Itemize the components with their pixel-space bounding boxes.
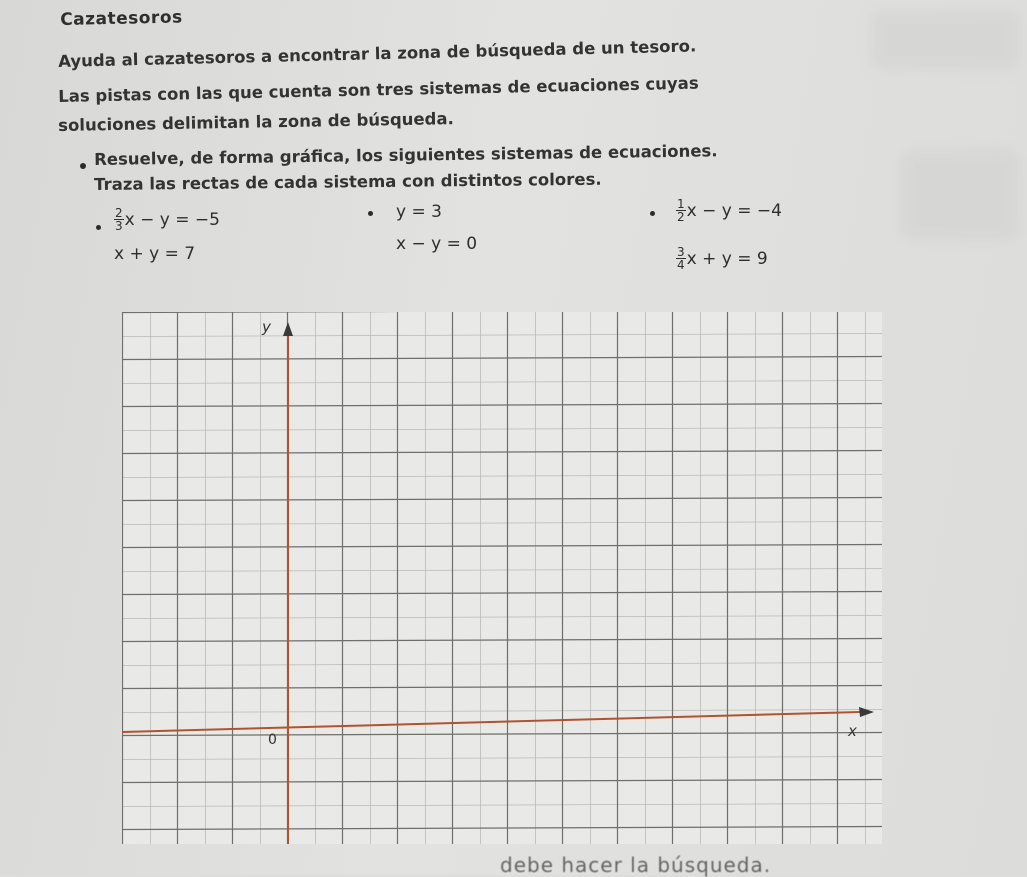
background-smudge	[900, 150, 1020, 240]
grid-svg	[122, 312, 882, 844]
equation-text: x + y = 9	[686, 248, 768, 269]
intro-line-3: soluciones delimitan la zona de búsqueda.	[58, 109, 454, 135]
task-line-1: Resuelve, de forma gráfica, los siguientes sistemas de ecuaciones.	[94, 141, 718, 169]
background-smudge	[870, 10, 1020, 70]
bullet-icon	[650, 211, 655, 216]
system-2-equation-2: x − y = 0	[396, 234, 478, 254]
equation-text: x − y = −4	[686, 200, 782, 221]
origin-label: 0	[268, 732, 277, 748]
fraction-denominator: 2	[677, 210, 685, 224]
grid-background	[122, 312, 882, 844]
fraction-denominator: 3	[115, 219, 123, 233]
footer-text: debe hacer la búsqueda.	[500, 853, 772, 877]
fraction-denominator: 4	[677, 258, 685, 272]
bullet-icon	[368, 211, 373, 216]
fraction	[676, 246, 686, 271]
intro-line-1: Ayuda al cazatesoros a encontrar la zona de búsqueda de un tesoro.	[58, 36, 697, 71]
task-line-2: Traza las rectas de cada sistema con distintos colores.	[94, 169, 602, 194]
equation-text: x − y = −5	[124, 209, 220, 230]
system-1-equation-1	[114, 207, 220, 232]
fraction	[114, 207, 124, 232]
fraction-numerator: 2	[115, 206, 123, 220]
intro-line-2: Las pistas con las que cuenta son tres sistemas de ecuaciones cuyas	[58, 73, 699, 106]
y-axis-label: y	[262, 318, 271, 336]
fraction-numerator: 1	[677, 197, 685, 211]
fraction-numerator: 3	[677, 245, 685, 259]
system-3-equation-2	[676, 246, 768, 271]
page-title: Cazatesoros	[60, 7, 183, 30]
system-2-equation-1: y = 3	[396, 202, 442, 222]
bullet-icon	[80, 163, 86, 169]
system-3-equation-1	[676, 198, 782, 223]
coordinate-grid[interactable]	[122, 312, 882, 844]
x-axis-label: x	[848, 722, 857, 740]
bullet-icon	[96, 225, 101, 230]
fraction	[676, 198, 686, 223]
system-1-equation-2: x + y = 7	[114, 244, 196, 264]
